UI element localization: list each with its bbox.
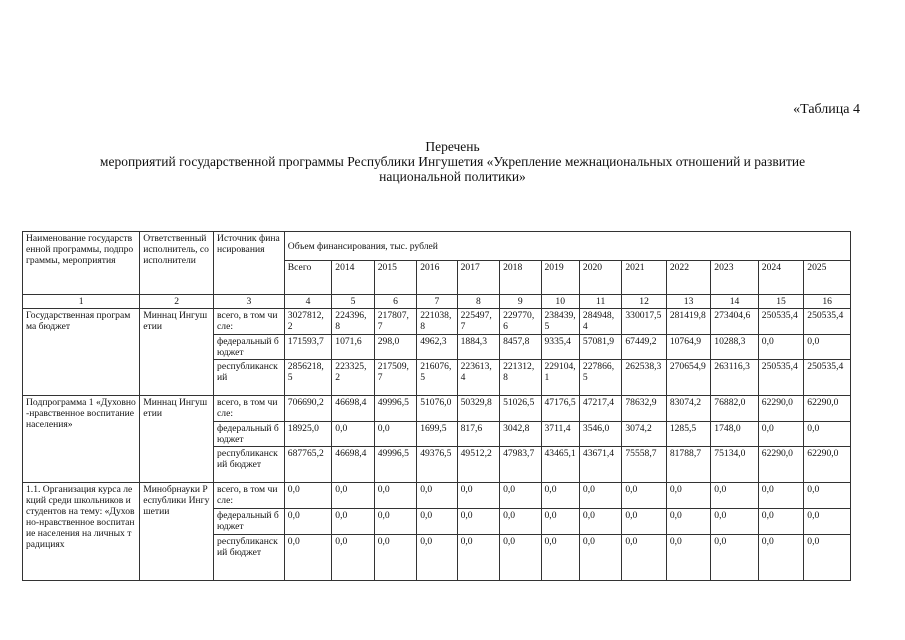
value-cell: 43671,4 [579,447,621,483]
value-cell: 0,0 [804,535,851,581]
column-index-cell: 9 [500,295,541,309]
value-cell: 171593,7 [284,335,332,360]
value-cell: 0,0 [332,535,374,581]
value-cell: 0,0 [457,483,499,509]
row-source-cell: всего, в том числе: [214,309,285,335]
value-cell: 0,0 [804,483,851,509]
value-cell: 270654,9 [666,360,710,396]
row-responsible-cell: Миннац Ингушетии [140,396,214,483]
header-name-cell: Наименование государственной программы, подпрограммы, мероприятия [23,232,140,295]
value-cell: 706690,2 [284,396,332,422]
value-cell: 62290,0 [804,396,851,422]
value-cell: 0,0 [541,509,579,535]
value-cell: 0,0 [758,535,803,581]
value-cell: 0,0 [666,509,710,535]
value-cell: 3027812,2 [284,309,332,335]
value-cell: 47176,5 [541,396,579,422]
value-cell: 0,0 [579,483,621,509]
value-cell: 224396,8 [332,309,374,335]
value-cell: 10764,9 [666,335,710,360]
value-cell: 62290,0 [758,396,803,422]
year-header-cell: 2020 [579,261,621,295]
value-cell: 49376,5 [417,447,457,483]
value-cell: 250535,4 [804,360,851,396]
value-cell: 51026,5 [500,396,541,422]
value-cell: 0,0 [417,509,457,535]
value-cell: 0,0 [711,483,759,509]
column-index-cell: 14 [711,295,759,309]
value-cell: 62290,0 [758,447,803,483]
row-responsible-cell: Минобрнауки Республики Ингушетии [140,483,214,581]
value-cell: 75134,0 [711,447,759,483]
value-cell: 0,0 [500,535,541,581]
value-cell: 1699,5 [417,422,457,447]
value-cell: 284948,4 [579,309,621,335]
financing-table [22,231,851,581]
row-name-cell: Государственная программа бюджет [23,309,140,396]
value-cell: 0,0 [457,535,499,581]
value-cell: 51076,0 [417,396,457,422]
value-cell: 47983,7 [500,447,541,483]
row-source-cell: федеральный бюджет [214,335,285,360]
column-index-cell: 11 [579,295,621,309]
heading-subtitle-line1: мероприятий государственной программы Республики Ингушетия «Укрепление межнациональных отношений и развитие [99,154,806,169]
year-header-cell: 2025 [804,261,851,295]
value-cell: 0,0 [500,509,541,535]
value-cell: 687765,2 [284,447,332,483]
year-header-cell: 2018 [500,261,541,295]
year-header-cell: 2023 [711,261,759,295]
value-cell: 62290,0 [804,447,851,483]
value-cell: 75558,7 [622,447,666,483]
value-cell: 46698,4 [332,396,374,422]
value-cell: 0,0 [804,509,851,535]
value-cell: 229104,1 [541,360,579,396]
value-cell: 0,0 [284,509,332,535]
value-cell: 298,0 [374,335,416,360]
column-index-cell: 7 [417,295,457,309]
value-cell: 3546,0 [579,422,621,447]
value-cell: 0,0 [541,483,579,509]
value-cell: 46698,4 [332,447,374,483]
value-cell: 81788,7 [666,447,710,483]
value-cell: 10288,3 [711,335,759,360]
value-cell: 238439,5 [541,309,579,335]
value-cell: 217509,7 [374,360,416,396]
value-cell: 0,0 [758,483,803,509]
value-cell: 0,0 [622,483,666,509]
value-cell: 0,0 [541,535,579,581]
value-cell: 0,0 [758,335,803,360]
value-cell: 57081,9 [579,335,621,360]
value-cell: 49512,2 [457,447,499,483]
value-cell: 47217,4 [579,396,621,422]
heading-title: Перечень [425,139,480,154]
heading-subtitle-line2: национальной политики» [379,169,526,184]
value-cell: 0,0 [374,422,416,447]
value-cell: 817,6 [457,422,499,447]
table-row [23,309,851,335]
value-cell: 221038,8 [417,309,457,335]
value-cell: 281419,8 [666,309,710,335]
column-index-cell: 3 [214,295,285,309]
value-cell: 1748,0 [711,422,759,447]
value-cell: 8457,8 [500,335,541,360]
table-number-label: «Таблица 4 [793,102,860,117]
value-cell: 0,0 [417,483,457,509]
value-cell: 227866,5 [579,360,621,396]
row-name-cell: Подпрограмма 1 «Духовно-нравственное воспитание населения» [23,396,140,483]
column-index-cell: 8 [457,295,499,309]
value-cell: 273404,6 [711,309,759,335]
value-cell: 18925,0 [284,422,332,447]
value-cell: 0,0 [758,509,803,535]
column-index-cell: 13 [666,295,710,309]
value-cell: 262538,3 [622,360,666,396]
value-cell: 0,0 [284,535,332,581]
value-cell: 0,0 [666,535,710,581]
value-cell: 0,0 [374,535,416,581]
document-heading [40,139,865,184]
value-cell: 250535,4 [758,309,803,335]
value-cell: 0,0 [622,509,666,535]
column-index-cell: 16 [804,295,851,309]
header-volume-cell: Объем финансирования, тыс. рублей [284,232,850,261]
value-cell: 0,0 [374,483,416,509]
year-header-cell: 2024 [758,261,803,295]
row-source-cell: федеральный бюджет [214,509,285,535]
header-responsible-cell: Ответственный исполнитель, соисполнители [140,232,214,295]
row-source-cell: всего, в том числе: [214,483,285,509]
row-source-cell: республиканский бюджет [214,447,285,483]
row-source-cell: федеральный бюджет [214,422,285,447]
value-cell: 250535,4 [758,360,803,396]
value-cell: 2856218,5 [284,360,332,396]
year-header-cell: Всего [284,261,332,295]
year-header-cell: 2021 [622,261,666,295]
column-index-cell: 5 [332,295,374,309]
column-index-cell: 2 [140,295,214,309]
value-cell: 3074,2 [622,422,666,447]
value-cell: 0,0 [332,509,374,535]
value-cell: 0,0 [711,509,759,535]
value-cell: 263116,3 [711,360,759,396]
value-cell: 50329,8 [457,396,499,422]
column-index-cell: 1 [23,295,140,309]
value-cell: 0,0 [579,535,621,581]
value-cell: 43465,1 [541,447,579,483]
value-cell: 1884,3 [457,335,499,360]
value-cell: 0,0 [804,335,851,360]
column-index-cell: 6 [374,295,416,309]
year-header-cell: 2014 [332,261,374,295]
row-responsible-cell: Миннац Ингушетии [140,309,214,396]
value-cell: 0,0 [500,483,541,509]
value-cell: 83074,2 [666,396,710,422]
column-index-cell: 12 [622,295,666,309]
value-cell: 223325,2 [332,360,374,396]
value-cell: 0,0 [457,509,499,535]
value-cell: 0,0 [622,535,666,581]
value-cell: 0,0 [666,483,710,509]
value-cell: 0,0 [332,422,374,447]
value-cell: 0,0 [417,535,457,581]
value-cell: 9335,4 [541,335,579,360]
table-row [23,483,851,509]
value-cell: 78632,9 [622,396,666,422]
value-cell: 76882,0 [711,396,759,422]
header-source-cell: Источник финансирования [214,232,285,295]
value-cell: 0,0 [804,422,851,447]
value-cell: 223613,4 [457,360,499,396]
row-source-cell: всего, в том числе: [214,396,285,422]
value-cell: 250535,4 [804,309,851,335]
column-index-cell: 15 [758,295,803,309]
value-cell: 330017,5 [622,309,666,335]
year-header-cell: 2017 [457,261,499,295]
value-cell: 217807,7 [374,309,416,335]
year-header-cell: 2022 [666,261,710,295]
value-cell: 0,0 [579,509,621,535]
value-cell: 0,0 [332,483,374,509]
value-cell: 216076,5 [417,360,457,396]
row-source-cell: республиканский бюджет [214,535,285,581]
column-index-cell: 10 [541,295,579,309]
table-row [23,396,851,422]
year-header-cell: 2015 [374,261,416,295]
value-cell: 0,0 [374,509,416,535]
value-cell: 225497,7 [457,309,499,335]
value-cell: 0,0 [758,422,803,447]
value-cell: 3042,8 [500,422,541,447]
value-cell: 3711,4 [541,422,579,447]
value-cell: 1071,6 [332,335,374,360]
value-cell: 221312,8 [500,360,541,396]
column-index-cell: 4 [284,295,332,309]
value-cell: 49996,5 [374,447,416,483]
row-name-cell: 1.1. Организация курса лекций среди школьников и студентов на тему: «Духовно-нравственное воспитание населения на личных традициях [23,483,140,581]
value-cell: 67449,2 [622,335,666,360]
value-cell: 0,0 [284,483,332,509]
year-header-cell: 2019 [541,261,579,295]
value-cell: 4962,3 [417,335,457,360]
value-cell: 1285,5 [666,422,710,447]
value-cell: 0,0 [711,535,759,581]
value-cell: 229770,6 [500,309,541,335]
row-source-cell: республиканский [214,360,285,396]
value-cell: 49996,5 [374,396,416,422]
year-header-cell: 2016 [417,261,457,295]
